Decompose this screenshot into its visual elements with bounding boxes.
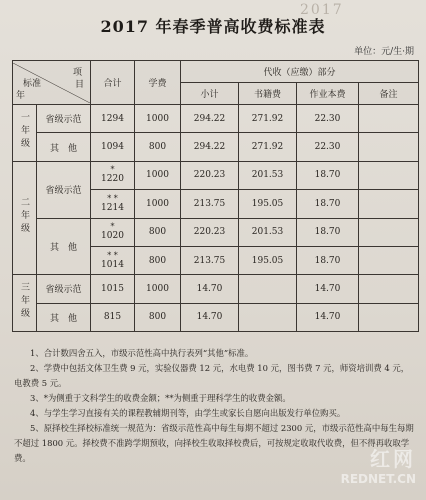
cell-books (239, 275, 297, 303)
rednet-watermark (341, 443, 416, 486)
cell-subtotal: 294.22 (181, 105, 239, 133)
table-row (13, 303, 419, 331)
cell-total (91, 190, 135, 218)
table-row (13, 218, 419, 246)
cell-total: 1294 (91, 105, 135, 133)
total-value: 1020 (101, 231, 124, 242)
cell-remark (359, 190, 419, 218)
marker-star: * (110, 165, 115, 175)
cell-remark (359, 161, 419, 189)
cell-books: 195.05 (239, 246, 297, 274)
school-type-cell: 省级示范 (37, 275, 91, 303)
grade-label: 三年级 (19, 282, 29, 322)
cell-homework: 14.70 (297, 303, 359, 331)
cell-remark (359, 133, 419, 161)
cell-total: 1094 (91, 133, 135, 161)
grade-cell (13, 275, 37, 332)
cell-books: 271.92 (239, 105, 297, 133)
note-item: 2、学费中包括文体卫生费 9 元，实验仪器费 12 元，水电费 10 元，图书费 7 元，师资培训费 4 元，电教费 5 元。 (14, 363, 410, 388)
cell-homework: 18.70 (297, 218, 359, 246)
cell-subtotal: 213.75 (181, 246, 239, 274)
cell-subtotal: 14.70 (181, 275, 239, 303)
cell-homework: 18.70 (297, 161, 359, 189)
corner-label-biaozhun: 标准 (23, 78, 42, 89)
cell-subtotal: 220.23 (181, 218, 239, 246)
school-type-cell: 其 他 (37, 303, 91, 331)
cell-books: 195.05 (239, 190, 297, 218)
cell-subtotal: 14.70 (181, 303, 239, 331)
diagonal-header (13, 63, 90, 103)
cell-subtotal: 220.23 (181, 161, 239, 189)
cell-tuition: 800 (135, 133, 181, 161)
cell-subtotal: 294.22 (181, 133, 239, 161)
school-type-cell: 省级示范 (37, 161, 91, 218)
cell-remark (359, 303, 419, 331)
corner-label-mu: 目 (74, 79, 84, 90)
cell-remark (359, 246, 419, 274)
cell-homework: 14.70 (297, 275, 359, 303)
bleed-through-text: 2017 (300, 2, 344, 18)
cell-tuition: 800 (135, 218, 181, 246)
cell-remark (359, 275, 419, 303)
corner-header-cell (13, 61, 91, 105)
marker-star: * * (107, 250, 118, 260)
cell-total (91, 161, 135, 189)
watermark-en: REDNET.CN (340, 472, 416, 486)
table-row (13, 275, 419, 303)
note-item: 1、合计数四舍五入，市级示范性高中执行表列“其他”标准。 (30, 348, 254, 358)
marker-star: * * (107, 193, 118, 203)
cell-tuition: 1000 (135, 275, 181, 303)
grade-label: 二年级 (19, 197, 29, 236)
table-row (13, 105, 419, 133)
total-value: 1220 (101, 174, 124, 185)
corner-label-xiang: 项 (72, 67, 82, 78)
header-tuition: 学费 (135, 61, 181, 105)
header-total: 合计 (91, 61, 135, 105)
header-subtotal: 小计 (181, 83, 239, 105)
cell-tuition: 1000 (135, 161, 181, 189)
cell-homework: 18.70 (297, 190, 359, 218)
grade-cell (13, 105, 37, 162)
cell-subtotal: 213.75 (181, 190, 239, 218)
table-row (13, 133, 419, 161)
cell-homework: 22.30 (297, 105, 359, 133)
cell-total: 815 (91, 303, 135, 331)
cell-homework: 22.30 (297, 133, 359, 161)
cell-tuition: 1000 (135, 190, 181, 218)
header-books: 书籍费 (239, 83, 297, 105)
marker-star: * (110, 222, 115, 232)
cell-homework: 18.70 (297, 246, 359, 274)
unit-label: 单位：元/生·期 (354, 47, 414, 57)
cell-total (91, 246, 135, 274)
document-title: 2017 年春季普高收费标准表 (100, 17, 326, 36)
cell-total (91, 218, 135, 246)
school-type-cell: 其 他 (37, 133, 91, 161)
cell-books: 201.53 (239, 161, 297, 189)
header-collect-group: 代收（应缴）部分 (181, 61, 419, 83)
cell-books: 271.92 (239, 133, 297, 161)
total-value: 1014 (101, 259, 124, 270)
fee-standard-table (12, 60, 419, 332)
watermark-cn: 红网 (370, 447, 416, 471)
table-row (13, 161, 419, 189)
note-item: 3、*为侧重于文科学生的收费金额；**为侧重于理科学生的收费金额。 (30, 393, 291, 403)
note-item: 5、原择校生择校标准统一规范为：省级示范性高中每生每期不超过 2300 元，市级示范性高中每生每期不超过 1800 元。择校费不准跨学期预收，向择校生收取择校费后，可按规定收取代收费，但不得再收取学费。 (14, 423, 414, 463)
cell-books (239, 303, 297, 331)
note-item: 4、与学生学习直接有关的课程教辅期刊等，由学生或家长自愿向出版发行单位购买。 (30, 408, 346, 418)
header-remark: 备注 (359, 83, 419, 105)
school-type-cell: 省级示范 (37, 105, 91, 133)
cell-books: 201.53 (239, 218, 297, 246)
fee-table-body (13, 105, 419, 332)
cell-total: 1015 (91, 275, 135, 303)
header-homework: 作业本费 (297, 83, 359, 105)
cell-tuition: 800 (135, 246, 181, 274)
cell-tuition: 800 (135, 303, 181, 331)
cell-tuition: 1000 (135, 105, 181, 133)
corner-label-nian: 年 (16, 90, 26, 101)
grade-label: 一年级 (19, 111, 29, 151)
total-value: 1214 (101, 202, 124, 213)
cell-remark (359, 105, 419, 133)
school-type-cell: 其 他 (37, 218, 91, 275)
cell-remark (359, 218, 419, 246)
grade-cell (13, 161, 37, 275)
